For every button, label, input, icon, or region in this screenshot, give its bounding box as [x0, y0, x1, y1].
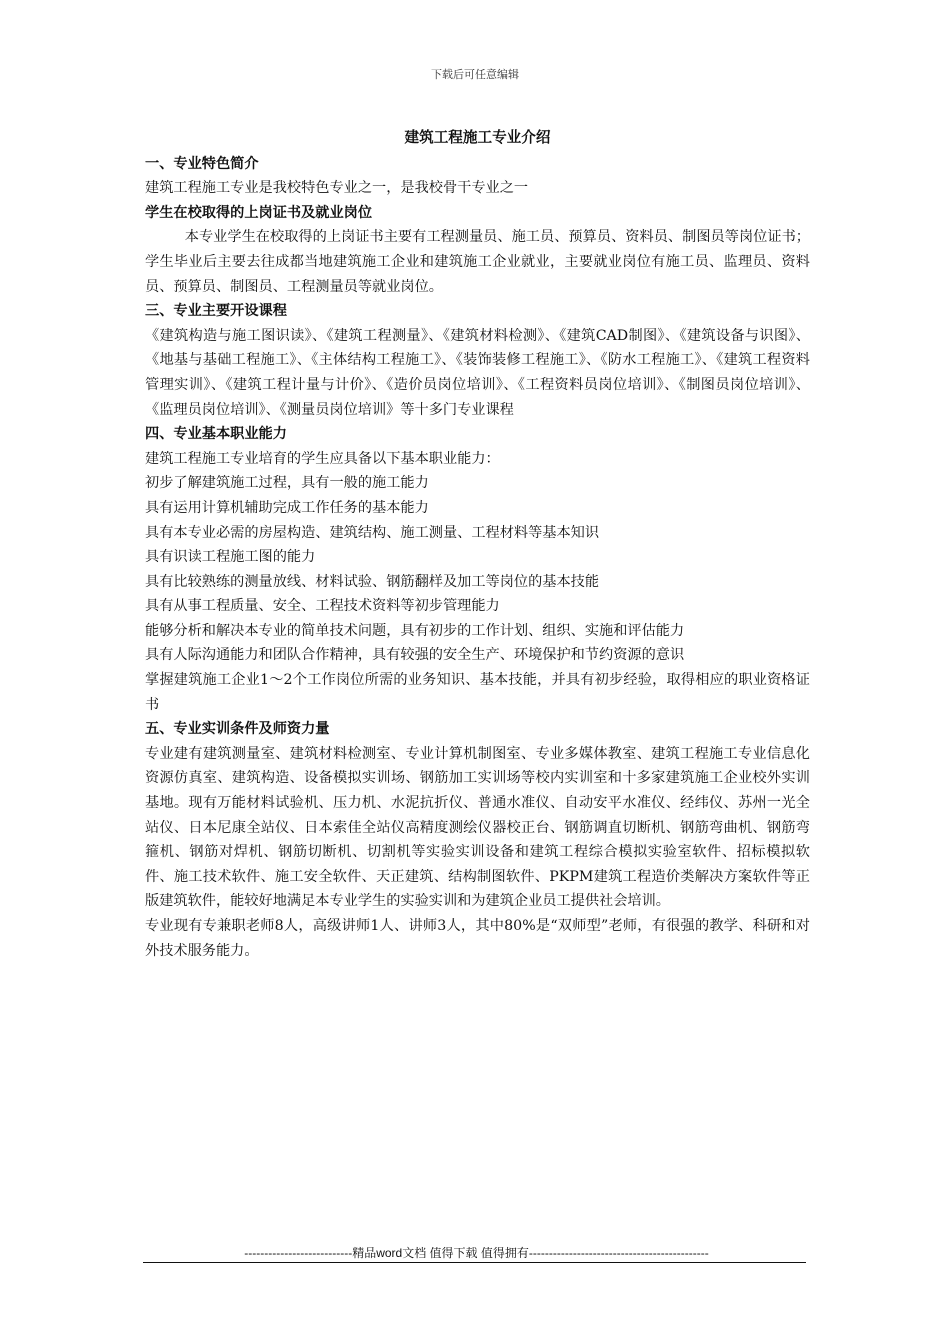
document-title: 建筑工程施工专业介绍 [404, 129, 551, 146]
document-body [145, 126, 810, 963]
page-footer: ---------------------------精品word文档 值得下载 值得拥有--------------------------------------------- [244, 1246, 709, 1260]
section-heading: 一、专业特色简介 [145, 155, 259, 172]
section-heading: 五、专业实训条件及师资力量 [145, 721, 330, 738]
section-4 [145, 422, 810, 717]
section-1 [145, 152, 810, 201]
paragraph: 建筑工程施工专业是我校特色专业之一，是我校骨干专业之一 [145, 180, 529, 197]
paragraph: 《建筑构造与施工图识读》、《建筑工程测量》、《建筑材料检测》、《建筑CAD制图》、《建筑设备与识图》、《地基与基础工程施工》、《主体结构工程施工》、《装饰装修工程施工》、《防水工程施工》、《建筑工程资料管理实训》、《建筑工程计量与计价》、《造价员岗位培训》、《工程资料员岗位培训》、《制图员岗位培训》、《监理员岗位培训》、《测量员岗位培训》等十多门专业课程 [145, 327, 810, 418]
paragraph: 专业现有专兼职老师8人，高级讲师1人、讲师3人，其中80%是“双师型”老师，有很强的教学、科研和对外技术服务能力。 [145, 918, 810, 959]
ability-item: 掌握建筑施工企业1～2个工作岗位所需的业务知识、基本技能，并具有初步经验，取得相应的职业资格证书 [145, 672, 810, 713]
section-3 [145, 299, 810, 422]
ability-item: 具有本专业必需的房屋构造、建筑结构、施工测量、工程材料等基本知识 [145, 524, 600, 541]
section-2 [145, 201, 810, 299]
page-header: 下载后可任意编辑 [431, 68, 519, 81]
paragraph: 建筑工程施工专业培育的学生应具备以下基本职业能力： [145, 450, 500, 467]
ability-item: 能够分析和解决本专业的简单技术问题，具有初步的工作计划、组织、实施和评估能力 [145, 622, 685, 639]
paragraph: 专业建有建筑测量室、建筑材料检测室、专业计算机制图室、专业多媒体教室、建筑工程施工专业信息化资源仿真室、建筑构造、设备模拟实训场、钢筋加工实训场等校内实训室和十多家建筑施工企业校外实训基地。现有万能材料试验机、压力机、水泥抗折仪、普通水准仪、自动安平水准仪、经纬仪、苏州一光全站仪、日本尼康全站仪、日本索佳全站仪高精度测绘仪器校正台、钢筋调直切断机、钢筋弯曲机、钢筋弯箍机、钢筋对焊机、钢筋切断机、切割机等实验实训设备和建筑工程综合模拟实验室软件、招标模拟软件、施工技术软件、施工安全软件、天正建筑、结构制图软件、PKPM建筑工程造价类解决方案软件等正版建筑软件，能较好地满足本专业学生的实验实训和为建筑企业员工提供社会培训。 [145, 745, 810, 910]
ability-item: 具有从事工程质量、安全、工程技术资料等初步管理能力 [145, 598, 500, 615]
section-heading: 学生在校取得的上岗证书及就业岗位 [145, 204, 373, 221]
ability-item: 初步了解建筑施工过程，具有一般的施工能力 [145, 475, 429, 492]
section-heading: 四、专业基本职业能力 [145, 426, 287, 443]
ability-item: 具有识读工程施工图的能力 [145, 549, 316, 566]
section-heading: 三、专业主要开设课程 [145, 303, 287, 320]
footer-divider [143, 1262, 806, 1263]
ability-item: 具有运用计算机辅助完成工作任务的基本能力 [145, 499, 429, 516]
paragraph: 本专业学生在校取得的上岗证书主要有工程测量员、施工员、预算员、资料员、制图员等岗位证书；学生毕业后主要去往成都当地建筑施工企业和建筑施工企业就业，主要就业岗位有施工员、监理员、资料员、预算员、制图员、工程测量员等就业岗位。 [145, 229, 810, 295]
ability-item: 具有人际沟通能力和团队合作精神，具有较强的安全生产、环境保护和节约资源的意识 [145, 647, 685, 664]
section-5 [145, 717, 810, 963]
ability-item: 具有比较熟练的测量放线、材料试验、钢筋翻样及加工等岗位的基本技能 [145, 573, 600, 590]
